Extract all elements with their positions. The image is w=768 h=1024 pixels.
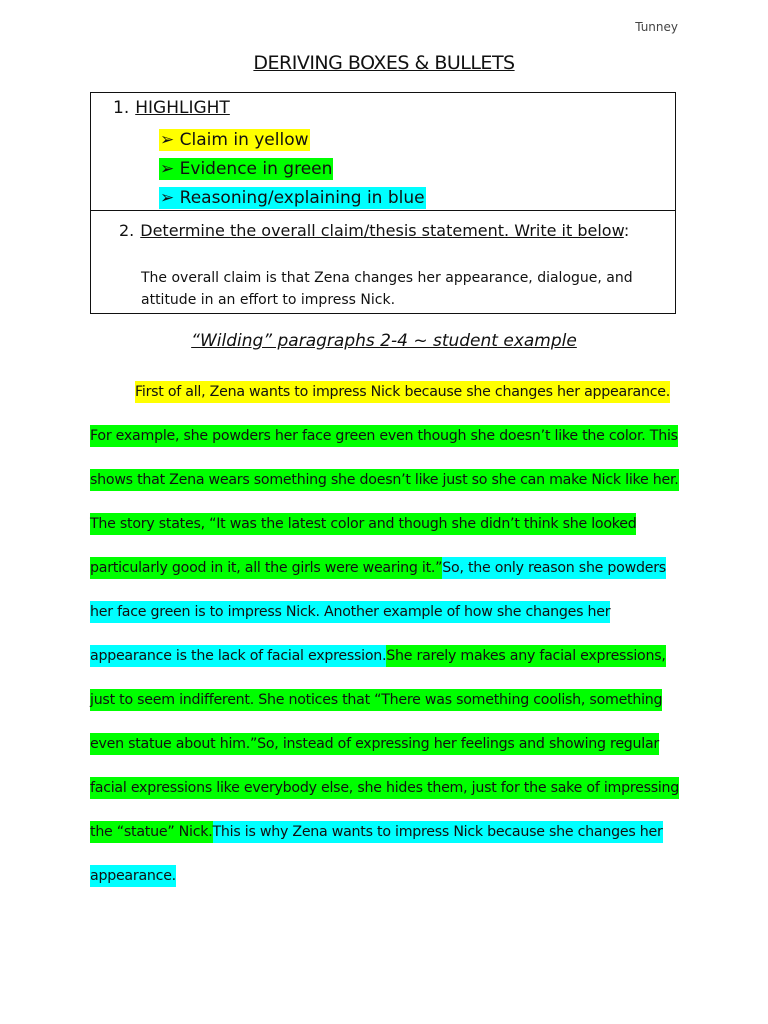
step1-heading (113, 98, 230, 118)
evidence-highlight: particularly good in it, all the girls were wearing it.” (90, 557, 442, 579)
paragraph-line (90, 678, 680, 722)
evidence-highlight: the “statue” Nick. (90, 821, 213, 843)
evidence-highlight: shows that Zena wears something she doesn’t like just so she can make Nick like her. (90, 469, 679, 491)
paragraph-line (90, 458, 680, 502)
evidence-highlight: So, instead of expressing her feelings and showing regular (257, 733, 659, 755)
step1-number: 1. (113, 98, 130, 118)
author-name: Tunney (635, 20, 678, 34)
step2-colon: : (623, 221, 630, 240)
section-subtitle: “Wilding” paragraphs 2-4 ~ student example (191, 331, 577, 351)
reasoning-highlight: her face green is to impress Nick. Another example of how she changes her (90, 601, 610, 623)
step1-label: HIGHLIGHT (135, 98, 230, 118)
evidence-highlight: even statue about him.” (90, 733, 257, 755)
evidence-highlight: The story states, “It was the latest color and though she didn’t think she looked (90, 513, 636, 535)
paragraph-line (90, 766, 680, 810)
legend-evidence (159, 155, 426, 184)
step2-number: 2. (119, 221, 135, 240)
reasoning-highlight: appearance. (90, 865, 176, 887)
paragraph-line (90, 590, 680, 634)
claim-answer: The overall claim is that Zena changes her appearance, dialogue, and attitude in an effort to impress Nick. (141, 270, 633, 308)
paragraph-line (90, 414, 680, 458)
paragraph-line (90, 370, 680, 414)
evidence-highlight: just to seem indifferent. She notices that “There was something coolish, something (90, 689, 662, 711)
highlight-section (91, 93, 675, 211)
evidence-highlight: She rarely makes any facial expressions, (386, 645, 665, 667)
evidence-highlight: For example, she powders her face green even though she doesn’t like the color. This (90, 425, 678, 447)
paragraph-line (90, 722, 680, 766)
legend-reasoning-text: ➢ Reasoning/explaining in blue (160, 188, 425, 208)
evidence-highlight: facial expressions like everybody else, she hides them, just for the sake of impressing (90, 777, 679, 799)
paragraph-line (90, 810, 680, 854)
claim-highlight: First of all, Zena wants to impress Nick because she changes her appearance. (135, 381, 670, 403)
legend-reasoning (159, 184, 426, 213)
reasoning-highlight: So, the only reason she powders (442, 557, 666, 579)
paragraph-line (90, 546, 680, 590)
legend-evidence-text: ➢ Evidence in green (160, 159, 333, 179)
paragraph-line (90, 854, 680, 898)
step2-label: Determine the overall claim/thesis statement. Write it below (140, 221, 624, 240)
legend-claim-text: ➢ Claim in yellow (160, 130, 309, 150)
step2-heading (119, 221, 629, 240)
highlight-legend (159, 126, 426, 213)
paragraph-line (90, 634, 680, 678)
reasoning-highlight: This is why Zena wants to impress Nick because she changes her (213, 821, 663, 843)
reasoning-highlight: appearance is the lack of facial expression. (90, 645, 386, 667)
instruction-box (90, 92, 676, 314)
student-paragraph (90, 370, 680, 898)
legend-claim (159, 126, 426, 155)
paragraph-line (90, 502, 680, 546)
page-title: DERIVING BOXES & BULLETS (253, 52, 515, 74)
